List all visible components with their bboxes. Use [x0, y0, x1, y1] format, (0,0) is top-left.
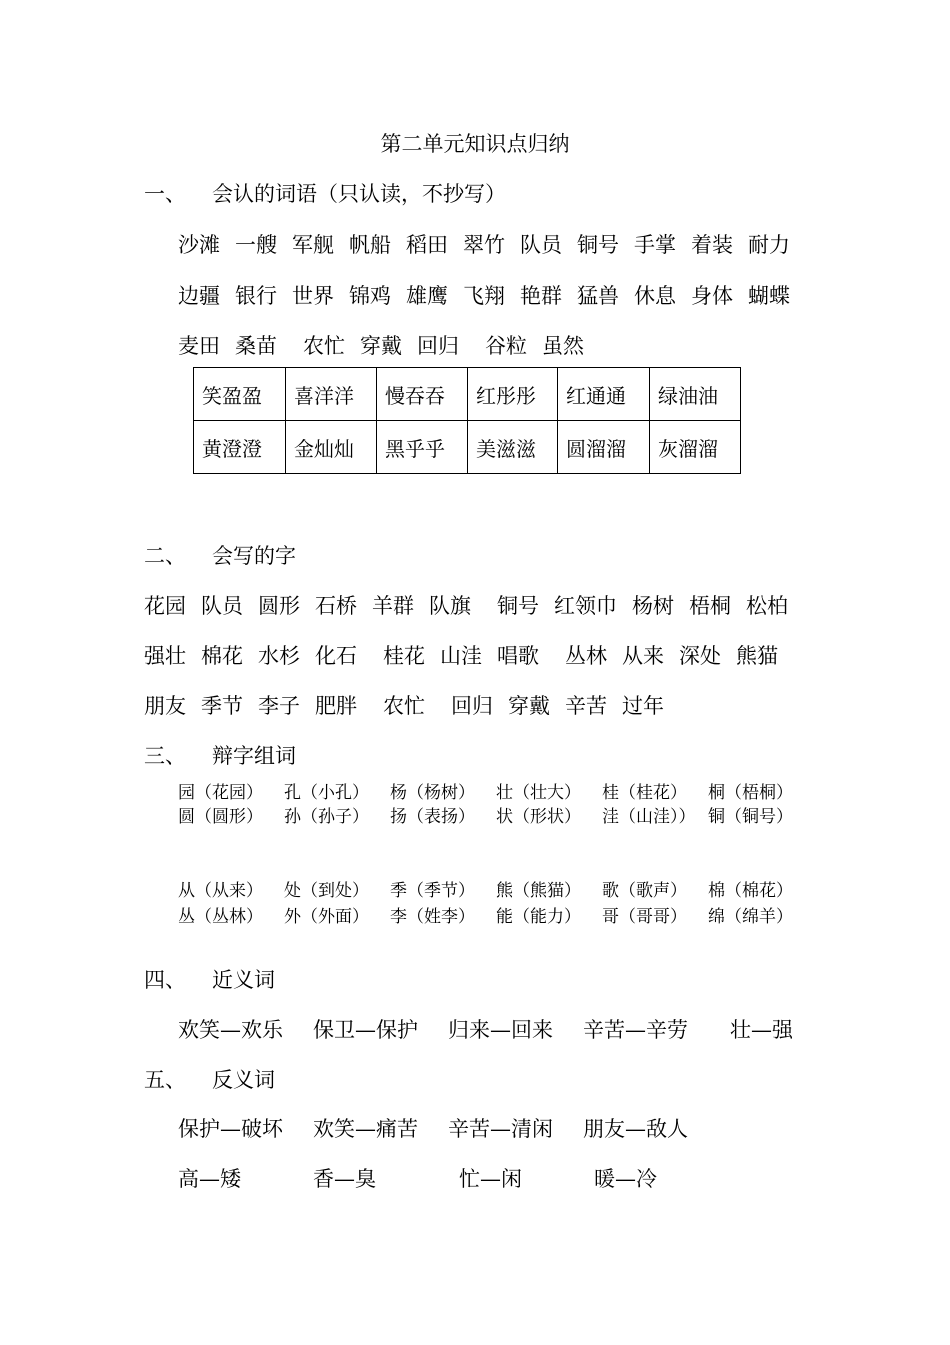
word-pair: 熊（熊猫） — [496, 881, 581, 901]
write-words-line-2 — [144, 640, 793, 670]
word-pair: 李（姓李） — [390, 907, 475, 927]
antonym-line-1 — [178, 1113, 688, 1143]
word-pair: 季（季节） — [390, 881, 475, 901]
word: 李子 — [258, 694, 300, 718]
word-pair: 从（从来） — [178, 881, 263, 901]
word-pair: 园（花园） — [178, 783, 263, 803]
antonym-line-2 — [178, 1163, 657, 1193]
word: 队旗 — [429, 594, 471, 618]
word: 世界 — [292, 284, 334, 308]
section-1-heading — [144, 178, 506, 208]
synonym-pair: 辛苦—辛劳 — [583, 1018, 688, 1042]
word-pair: 孙（孙子） — [284, 807, 369, 827]
section-4-number: 四、 — [144, 968, 186, 992]
section-4-title: 近义词 — [212, 968, 275, 992]
word-pair: 杨（杨树） — [390, 783, 475, 803]
antonym-pair: 朋友—敌人 — [583, 1117, 688, 1141]
table-cell: 金灿灿 — [286, 421, 377, 474]
table-row — [194, 368, 741, 421]
synonym-pair: 归来—回来 — [448, 1018, 553, 1042]
reduplicated-words-table — [193, 367, 741, 474]
word: 肥胖 — [315, 694, 357, 718]
table-cell: 黄澄澄 — [194, 421, 286, 474]
word-pair: 桐（梧桐） — [708, 783, 793, 803]
word: 松柏 — [746, 594, 788, 618]
word: 从来 — [622, 644, 664, 668]
word: 银行 — [235, 284, 277, 308]
table-cell: 喜洋洋 — [286, 368, 377, 421]
word: 沙滩 — [178, 233, 220, 257]
word-pair: 铜（铜号） — [708, 807, 793, 827]
word: 穿戴 — [360, 334, 402, 358]
word: 梧桐 — [689, 594, 731, 618]
word: 着装 — [691, 233, 733, 257]
synonym-pair: 壮—强 — [730, 1018, 793, 1042]
distinguish-row — [178, 902, 793, 927]
table-row — [194, 421, 741, 474]
word: 军舰 — [292, 233, 334, 257]
word-pair: 哥（哥哥） — [602, 907, 687, 927]
word: 唱歌 — [497, 644, 539, 668]
word: 艳群 — [520, 284, 562, 308]
word: 身体 — [691, 284, 733, 308]
table-cell: 圆溜溜 — [558, 421, 650, 474]
word: 季节 — [201, 694, 243, 718]
word: 桑苗 — [235, 334, 277, 358]
synonym-pair: 保卫—保护 — [313, 1018, 418, 1042]
antonym-pair: 辛苦—清闲 — [448, 1117, 553, 1141]
word: 队员 — [520, 233, 562, 257]
word-pair: 壮（壮大） — [496, 783, 581, 803]
write-words-line-1 — [144, 590, 803, 620]
word-pair: 扬（表扬） — [390, 807, 475, 827]
word: 深处 — [679, 644, 721, 668]
word: 蝴蝶 — [748, 284, 790, 308]
word: 雄鹰 — [406, 284, 448, 308]
word: 花园 — [144, 594, 186, 618]
table-cell: 红彤彤 — [468, 368, 558, 421]
word: 水杉 — [258, 644, 300, 668]
page-title: 第二单元知识点归纳 — [380, 132, 570, 156]
word: 朋友 — [144, 694, 186, 718]
word: 队员 — [201, 594, 243, 618]
section-2-heading — [144, 540, 296, 570]
word: 石桥 — [315, 594, 357, 618]
word-pair: 能（能力） — [496, 907, 581, 927]
word: 锦鸡 — [349, 284, 391, 308]
word: 飞翔 — [463, 284, 505, 308]
section-5-number: 五、 — [144, 1068, 186, 1092]
word: 一艘 — [235, 233, 277, 257]
antonym-pair: 高—矮 — [178, 1167, 241, 1191]
section-3-heading — [144, 740, 296, 770]
section-5-heading — [144, 1064, 275, 1094]
section-2-title: 会写的字 — [212, 544, 296, 568]
word: 铜号 — [497, 594, 539, 618]
word: 边疆 — [178, 284, 220, 308]
word: 猛兽 — [577, 284, 619, 308]
word-pair: 孔（小孔） — [284, 783, 369, 803]
section-4-heading — [144, 964, 275, 994]
table-cell: 灰溜溜 — [650, 421, 741, 474]
word: 穿戴 — [508, 694, 550, 718]
word: 麦田 — [178, 334, 220, 358]
antonym-pair: 保护—破坏 — [178, 1117, 283, 1141]
word: 棉花 — [201, 644, 243, 668]
word: 红领巾 — [554, 594, 617, 618]
word: 农忙 — [303, 334, 345, 358]
word: 熊猫 — [736, 644, 778, 668]
section-3-number: 三、 — [144, 744, 186, 768]
word-pair: 处（到处） — [284, 881, 369, 901]
table-cell: 慢吞吞 — [377, 368, 468, 421]
word: 休息 — [634, 284, 676, 308]
word: 虽然 — [542, 334, 584, 358]
word-pair: 洼（山洼）） — [602, 807, 696, 827]
word: 辛苦 — [565, 694, 607, 718]
section-1-number: 一、 — [144, 182, 186, 206]
table-cell: 红通通 — [558, 368, 650, 421]
word-pair: 歌（歌声） — [602, 881, 687, 901]
word: 圆形 — [258, 594, 300, 618]
antonym-pair: 暖—冷 — [594, 1167, 657, 1191]
table-cell: 美滋滋 — [468, 421, 558, 474]
word: 谷粒 — [485, 334, 527, 358]
table-cell: 绿油油 — [650, 368, 741, 421]
word: 耐力 — [748, 233, 790, 257]
antonym-pair: 香—臭 — [313, 1167, 376, 1191]
word-pair: 圆（圆形） — [178, 807, 263, 827]
word: 山洼 — [440, 644, 482, 668]
word: 过年 — [622, 694, 664, 718]
word: 农忙 — [383, 694, 425, 718]
word: 桂花 — [383, 644, 425, 668]
distinguish-row — [178, 876, 793, 901]
word: 稻田 — [406, 233, 448, 257]
synonym-line — [178, 1014, 793, 1044]
section-2-number: 二、 — [144, 544, 186, 568]
distinguish-row — [178, 802, 793, 827]
word-pair: 丛（丛林） — [178, 907, 263, 927]
word: 翠竹 — [463, 233, 505, 257]
word: 杨树 — [632, 594, 674, 618]
word: 化石 — [315, 644, 357, 668]
recognize-words-line-1 — [178, 229, 805, 259]
recognize-words-line-2 — [178, 280, 805, 310]
word: 铜号 — [577, 233, 619, 257]
word: 丛林 — [565, 644, 607, 668]
write-words-line-3 — [144, 690, 679, 720]
distinguish-row — [178, 778, 793, 803]
word: 帆船 — [349, 233, 391, 257]
section-5-title: 反义词 — [212, 1068, 275, 1092]
table-cell: 黑乎乎 — [377, 421, 468, 474]
synonym-pair: 欢笑—欢乐 — [178, 1018, 283, 1042]
word: 手掌 — [634, 233, 676, 257]
section-3-title: 辩字组词 — [212, 744, 296, 768]
word: 强壮 — [144, 644, 186, 668]
word: 回归 — [417, 334, 459, 358]
section-1-title: 会认的词语（只认读，不抄写） — [212, 182, 506, 206]
word-pair: 桂（桂花） — [602, 783, 687, 803]
word: 羊群 — [372, 594, 414, 618]
table-cell: 笑盈盈 — [194, 368, 286, 421]
recognize-words-line-3 — [178, 330, 599, 360]
word: 回归 — [451, 694, 493, 718]
word-pair: 外（外面） — [284, 907, 369, 927]
word-pair: 状（形状） — [496, 807, 581, 827]
antonym-pair: 忙—闲 — [459, 1167, 522, 1191]
word-pair: 棉（棉花） — [708, 881, 793, 901]
antonym-pair: 欢笑—痛苦 — [313, 1117, 418, 1141]
word-pair: 绵（绵羊） — [708, 907, 793, 927]
